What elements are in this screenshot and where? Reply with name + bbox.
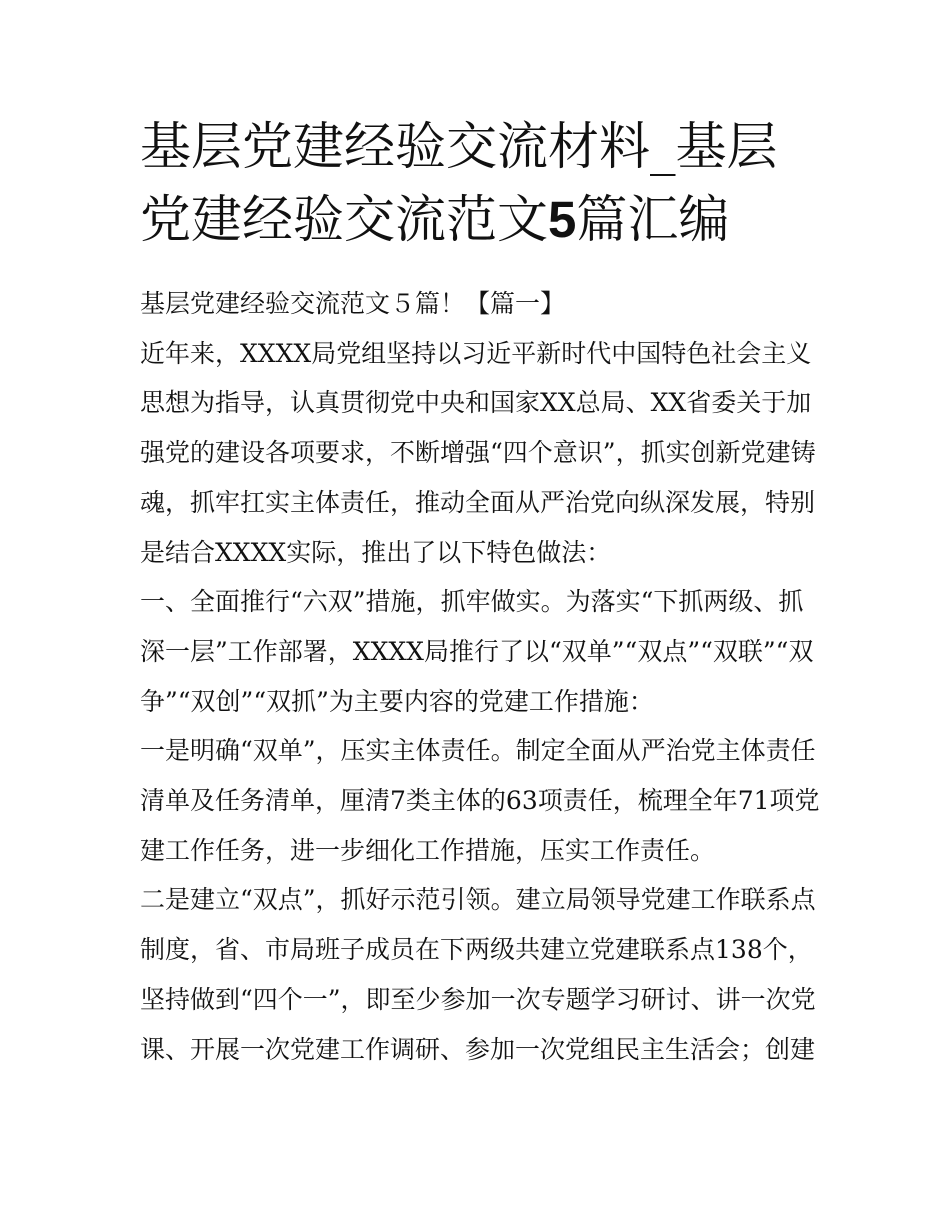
document-body — [140, 279, 820, 1074]
subtitle-paragraph: 基层党建经验交流范文５篇！【篇一】 — [140, 289, 566, 318]
title-text-part1: 基层党建经验交流材料_基层党建经验交流范文 — [140, 118, 778, 250]
body-paragraph: 近年来，XXXX局党组坚持以习近平新时代中国特色社会主义思想为指导，认真贯彻党中央和国家XX总局、XX省委关于加强党的建设各项要求，不断增强“四个意识”，抓实创新党建铸魂，抓牢扛实主体责任，推动全面从严治党向纵深发展，特别是结合XXXX实际，推出了以下特色做法： — [140, 338, 816, 567]
title-number: 5 — [548, 191, 577, 248]
body-paragraph: 一是明确“双单”，压实主体责任。制定全面从严治党主体责任清单及任务清单，厘清7类主体的63项责任，梳理全年71项党建工作任务，进一步细化工作措施，压实工作责任。 — [140, 736, 820, 865]
body-paragraph: 二是建立“双点”，抓好示范引领。建立局领导党建工作联系点制度，省、市局班子成员在下两级共建立党建联系点138个，坚持做到“四个一”，即至少参加一次专题学习研讨、讲一次党课、开展一次党建工作调研、参加一次党组民主生活会；创建 — [140, 885, 816, 1064]
document-title — [140, 112, 820, 257]
title-text-part2: 篇汇编 — [576, 191, 730, 250]
body-paragraph: 一、全面推行“六双”措施，抓牢做实。为落实“下抓两级、抓深一层”工作部署，XXXX局推行了以“双单”“双点”“双联”“双争”“双创”“双抓”为主要内容的党建工作措施： — [140, 587, 814, 716]
